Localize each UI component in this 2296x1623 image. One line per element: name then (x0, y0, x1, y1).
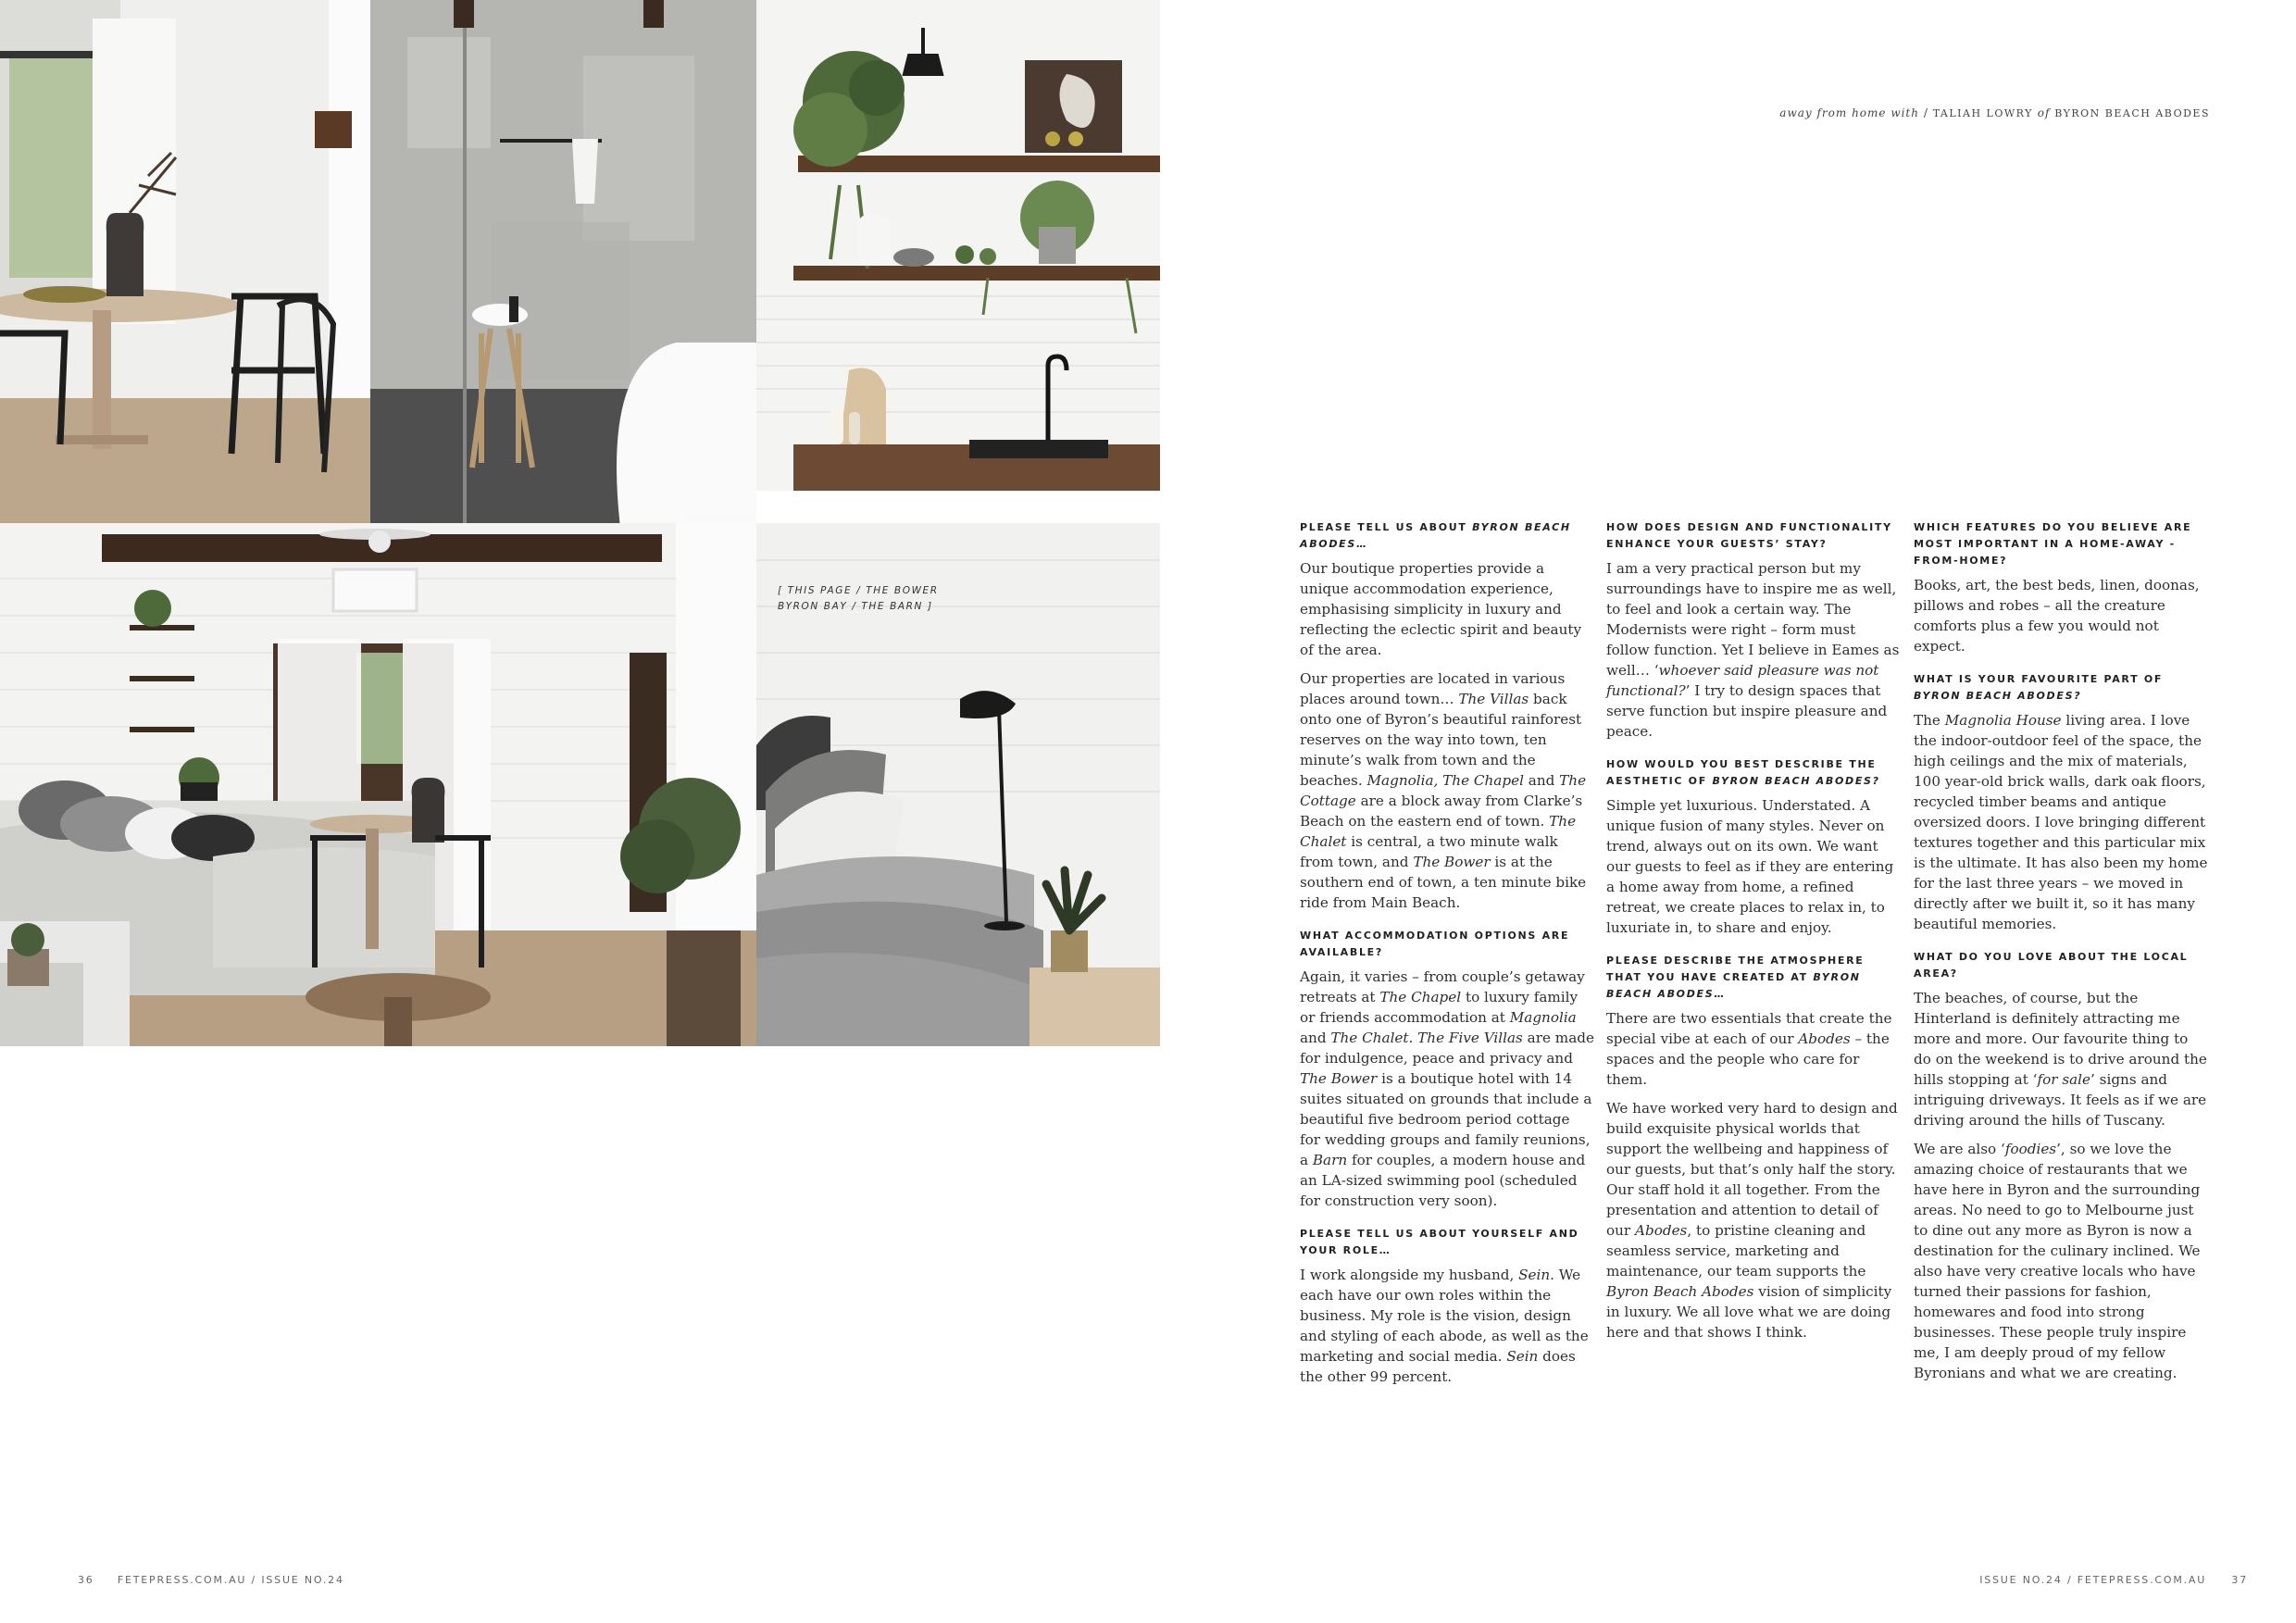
answer-paragraph: Simple yet luxurious. Understated. A unique fusion of many styles. Never on trend, always out on its own. We want our guests to feel as if they are entering a home away from home, a refined retreat, we create places to relax in, to luxuriate in, to share and enjoy. (1606, 797, 1894, 936)
folio-left (78, 1574, 344, 1586)
page-number-left: 36 (78, 1574, 94, 1586)
answer-paragraph: We have worked very hard to design and build exquisite physical worlds that support the wellbeing and happiness of our guests, but that’s only half the story. Our staff hold it all together. From the presentation and attention to detail of our Abodes, to pristine cleaning and seamless service, marketing and maintenance, our team supports the Byron Beach Abodes vision of simplicity in luxury. We all love what we are doing here and that shows I think. (1606, 1100, 1898, 1341)
answer-paragraph: Again, it varies – from couple’s getaway retreats at The Chapel to luxury family or friends accommodation at Magnolia and The Chalet. The Five Villas are made for indulgence, peace and privacy and The Bower is a boutique hotel with 14 suites situated on grounds that include a beautiful five bedroom period cottage for wedding groups and family reunions, a Barn for couples, a modern house and an LA-sized swimming pool (scheduled for construction very soon). (1300, 968, 1594, 1209)
caption-line-1: [ THIS PAGE / THE BOWER (778, 585, 939, 596)
interview-question (1300, 519, 1594, 553)
interview-question (1300, 928, 1594, 961)
photo-concrete-bathroom (370, 0, 756, 523)
interview-question (1606, 953, 1901, 1003)
question-text: WHAT IS YOUR FAVOURITE PART OF (1914, 673, 2164, 685)
answer-paragraph: I work alongside my husband, Sein. We each have our own roles within the business. My role is the vision, design and styling of each abode, as well as the marketing and social media. Sein does the other 99 percent. (1300, 1267, 1589, 1385)
interview-question (1606, 756, 1901, 790)
running-head-company: BYRON BEACH ABODES (2054, 107, 2210, 119)
question-text: PLEASE DESCRIBE THE ATMOSPHERE THAT YOU HAVE CREATED AT (1606, 955, 1865, 983)
question-text: WHAT ACCOMMODATION OPTIONS ARE AVAILABLE? (1300, 930, 1570, 958)
answer-paragraph: The Magnolia House living area. I love the indoor-outdoor feel of the space, the high ceilings and the mix of materials, 100 year-old brick walls, dark oak floors, recycled timber beams and antique oversized doors. I love bringing different textures together and this particular mix is the ultimate. It has also been my home for the last three years – we moved in directly after we built it, so it has many beautiful memories. (1914, 712, 2208, 932)
page-number-right: 37 (2231, 1574, 2248, 1586)
question-italic: BYRON BEACH ABODES? (1914, 690, 2082, 702)
answer-paragraph: Books, art, the best beds, linen, doonas, pillows and robes – all the creature comforts plus a few you would not expect. (1914, 577, 2200, 655)
photo-kitchen-shelves (756, 0, 1160, 491)
interview-question (1300, 1226, 1594, 1259)
interview-question (1606, 519, 1901, 553)
running-head-separator: / (1923, 106, 1928, 119)
article-column-2 (1606, 519, 1901, 1351)
caption-line-2: BYRON BAY / THE BARN ] (778, 601, 933, 612)
answer-paragraph: We are also ‘foodies’, so we love the amazing choice of restaurants that we have here in Byron and the surrounding areas. No need to go to Melbourne just to dine out any more as Byron is now a destination for the culinary inclined. We also have very creative locals who have turned their passions for fashion, homewares and food into strong businesses. These people truly inspire me, I am deeply proud of my fellow Byronians and what we are creating. (1914, 1141, 2201, 1381)
photo-barn-bedroom (0, 523, 756, 1046)
running-head-of: of (2037, 106, 2051, 119)
answer-paragraph: There are two essentials that create the special vibe at each of our Abodes – the spaces and the people who care for them. (1606, 1010, 1892, 1088)
question-italic: BYRON BEACH ABODES… (1300, 521, 1571, 550)
question-italic: BYRON BEACH ABODES? (1712, 775, 1880, 787)
question-text: PLEASE TELL US ABOUT (1300, 521, 1473, 533)
question-text: HOW WOULD YOU BEST DESCRIBE THE AESTHETIC OF (1606, 758, 1877, 787)
article-column-1 (1300, 519, 1594, 1395)
question-italic: BYRON BEACH ABODES… (1606, 971, 1861, 1000)
question-text: PLEASE TELL US ABOUT YOURSELF AND YOUR ROLE… (1300, 1228, 1579, 1256)
folio-right (1979, 1574, 2248, 1586)
photo-dining-room (0, 0, 370, 523)
article-column-3 (1914, 519, 2208, 1392)
running-head-name: TALIAH LOWRY (1932, 107, 2033, 119)
answer-paragraph: I am a very practical person but my surroundings have to inspire me as well, to feel and look a certain way. The Modernists were right – form must follow function. Yet I believe in Eames as well… ‘whoever said pleasure was not functional?’ I try to design spaces that serve function but inspire pleasure and peace. (1606, 560, 1900, 740)
running-head-prefix: away from home with (1779, 106, 1919, 119)
interview-question (1914, 949, 2208, 982)
answer-paragraph: The beaches, of course, but the Hinterland is definitely attracting me more and more. Our favourite thing to do on the weekend is to drive around the hills stopping at ‘for sale’ signs and intriguing driveways. It feels as if we are driving around the hills of Tuscany. (1914, 990, 2207, 1129)
question-text: WHICH FEATURES DO YOU BELIEVE ARE MOST IMPORTANT IN A HOME-AWAY -FROM-HOME? (1914, 521, 2192, 567)
interview-question (1914, 519, 2208, 569)
question-text: HOW DOES DESIGN AND FUNCTIONALITY ENHANCE YOUR GUESTS’ STAY? (1606, 521, 1892, 550)
answer-paragraph: Our boutique properties provide a unique accommodation experience, emphasising simplicity in luxury and reflecting the eclectic spirit and beauty of the area. (1300, 560, 1582, 658)
photo-caption (778, 583, 1018, 615)
answer-paragraph: Our properties are located in various places around town… The Villas back onto one of Byron’s beautiful rainforest reserves on the way into town, ten minute’s walk from town and the beaches. Magnolia, The Chapel and The Cottage are a block away from Clarke’s Beach on the eastern end of town. The Chalet is central, a two minute walk from town, and The Bower is at the southern end of town, a ten minute bike ride from Main Beach. (1300, 670, 1587, 911)
interview-question (1914, 671, 2208, 705)
folio-left-text: FETEPRESS.COM.AU / ISSUE NO.24 (117, 1574, 344, 1586)
running-head (1779, 106, 2210, 119)
question-text: WHAT DO YOU LOVE ABOUT THE LOCAL AREA? (1914, 951, 2189, 980)
folio-right-text: ISSUE NO.24 / FETEPRESS.COM.AU (1979, 1574, 2207, 1586)
